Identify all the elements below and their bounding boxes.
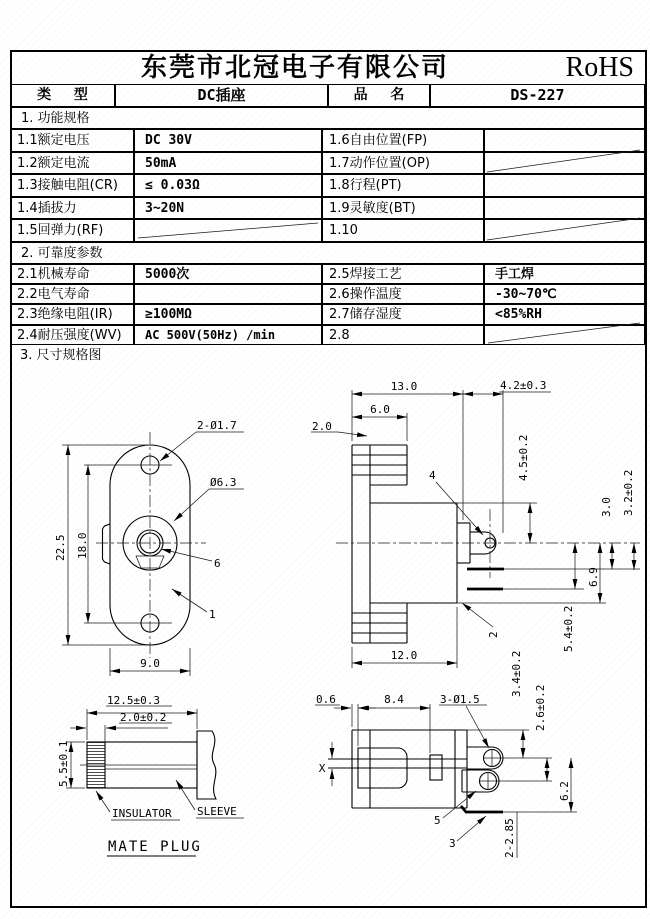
spec-value [134, 284, 322, 304]
bottom-dim-x: X [318, 762, 326, 775]
plug-label-sleeve: SLEEVE [197, 805, 237, 818]
spec-label: 1.8行程(PT) [322, 174, 484, 197]
name-label: 品 名 [328, 84, 430, 107]
bottom-callout-5: 5 [434, 814, 441, 827]
section3-title: 3. 尺寸规格图 [20, 348, 102, 363]
plug-label-insulator: INSULATOR [112, 807, 172, 820]
spec-label: 1.4插拔力 [10, 197, 134, 219]
spec-value: 5000次 [134, 264, 322, 284]
side-callout-4: 4 [429, 469, 436, 482]
spec-label: 2.6操作温度 [322, 284, 484, 304]
spec-value [134, 219, 322, 242]
front-dim-height: 22.5 [54, 534, 67, 561]
bottom-dim-26: 2.6±0.2 [534, 684, 547, 731]
spec-label: 1.5回弹力(RF) [10, 219, 134, 242]
bottom-dim-06: 0.6 [316, 693, 336, 706]
spec-value [484, 219, 645, 242]
spec-value: 手工焊 [484, 264, 645, 284]
spec-label: 2.8 [322, 325, 484, 345]
spec-label: 2.4耐压强度(WV) [10, 325, 134, 345]
bottom-callout-3: 3 [449, 837, 456, 850]
spec-label: 1.9灵敏度(BT) [322, 197, 484, 219]
company-title: 东莞市北冠电子有限公司 [140, 53, 449, 83]
side-dim-30: 3.0 [600, 497, 613, 517]
spec-label: 2.2电气寿命 [10, 284, 134, 304]
bottom-label-holes: 3-Ø1.5 [440, 693, 480, 706]
spec-label: 1.7动作位置(OP) [322, 152, 484, 174]
side-dim-45: 4.5±0.2 [517, 434, 530, 481]
spec-value: 50mA [134, 152, 322, 174]
spec-label: 1.3接触电阻(CR) [10, 174, 134, 197]
section2-title: 2. 可靠度参数 [10, 242, 645, 264]
plug-dim-55: 5.5±0.1 [57, 740, 70, 787]
spec-label: 2.3绝缘电阻(IR) [10, 304, 134, 325]
spec-value [484, 152, 645, 174]
bottom-dim-285: 2-2.85 [503, 818, 516, 858]
front-label-holes: 2-Ø1.7 [197, 419, 237, 432]
side-dim-54: 5.4±0.2 [562, 605, 575, 652]
plug-dim-20: 2.0±0.2 [120, 711, 167, 724]
front-label-jack: Ø6.3 [210, 476, 237, 489]
spec-value [484, 174, 645, 197]
plug-title: MATE PLUG [108, 839, 202, 855]
spec-value: ≤ 0.03Ω [134, 174, 322, 197]
spec-value: 3~20N [134, 197, 322, 219]
spec-value: AC 500V(50Hz) /min [134, 325, 322, 345]
type-value: DC插座 [115, 84, 328, 107]
front-dim-hole-spacing: 18.0 [76, 532, 89, 559]
spec-value [484, 325, 645, 345]
side-dim-32: 3.2±0.2 [622, 469, 635, 516]
rohs-badge: RoHS [565, 52, 634, 83]
spec-label: 1.6自由位置(FP) [322, 129, 484, 152]
side-dim-2: 2.0 [312, 420, 332, 433]
side-dim-6: 6.0 [370, 403, 390, 416]
spec-label: 2.1机械寿命 [10, 264, 134, 284]
spec-value [484, 129, 645, 152]
side-dim-42: 4.2±0.3 [500, 379, 547, 392]
name-value: DS-227 [430, 84, 645, 107]
spec-value: -30~70℃ [484, 284, 645, 304]
side-dim-12: 12.0 [390, 649, 418, 662]
spec-value [484, 197, 645, 219]
front-callout-6: 6 [214, 557, 221, 570]
spec-label: 1.2额定电流 [10, 152, 134, 174]
bottom-dim-84: 8.4 [384, 693, 404, 706]
bottom-dim-62: 6.2 [558, 781, 571, 801]
spec-value: <85%RH [484, 304, 645, 325]
spec-label: 2.5焊接工艺 [322, 264, 484, 284]
spec-label: 2.7储存湿度 [322, 304, 484, 325]
spec-label: 1.1额定电压 [10, 129, 134, 152]
type-label: 类 型 [10, 84, 115, 107]
plug-dim-125: 12.5±0.3 [107, 694, 160, 707]
section1-title: 1. 功能规格 [10, 107, 645, 129]
front-callout-1: 1 [209, 608, 216, 621]
spec-label: 1.10 [322, 219, 484, 242]
spec-value: DC 30V [134, 129, 322, 152]
bottom-dim-34: 3.4±0.2 [510, 650, 523, 697]
spec-value: ≥100MΩ [134, 304, 322, 325]
side-dim-13: 13.0 [390, 380, 418, 393]
side-callout-2: 2 [487, 631, 500, 638]
side-dim-69: 6.9 [587, 567, 600, 587]
front-dim-width: 9.0 [140, 657, 160, 670]
